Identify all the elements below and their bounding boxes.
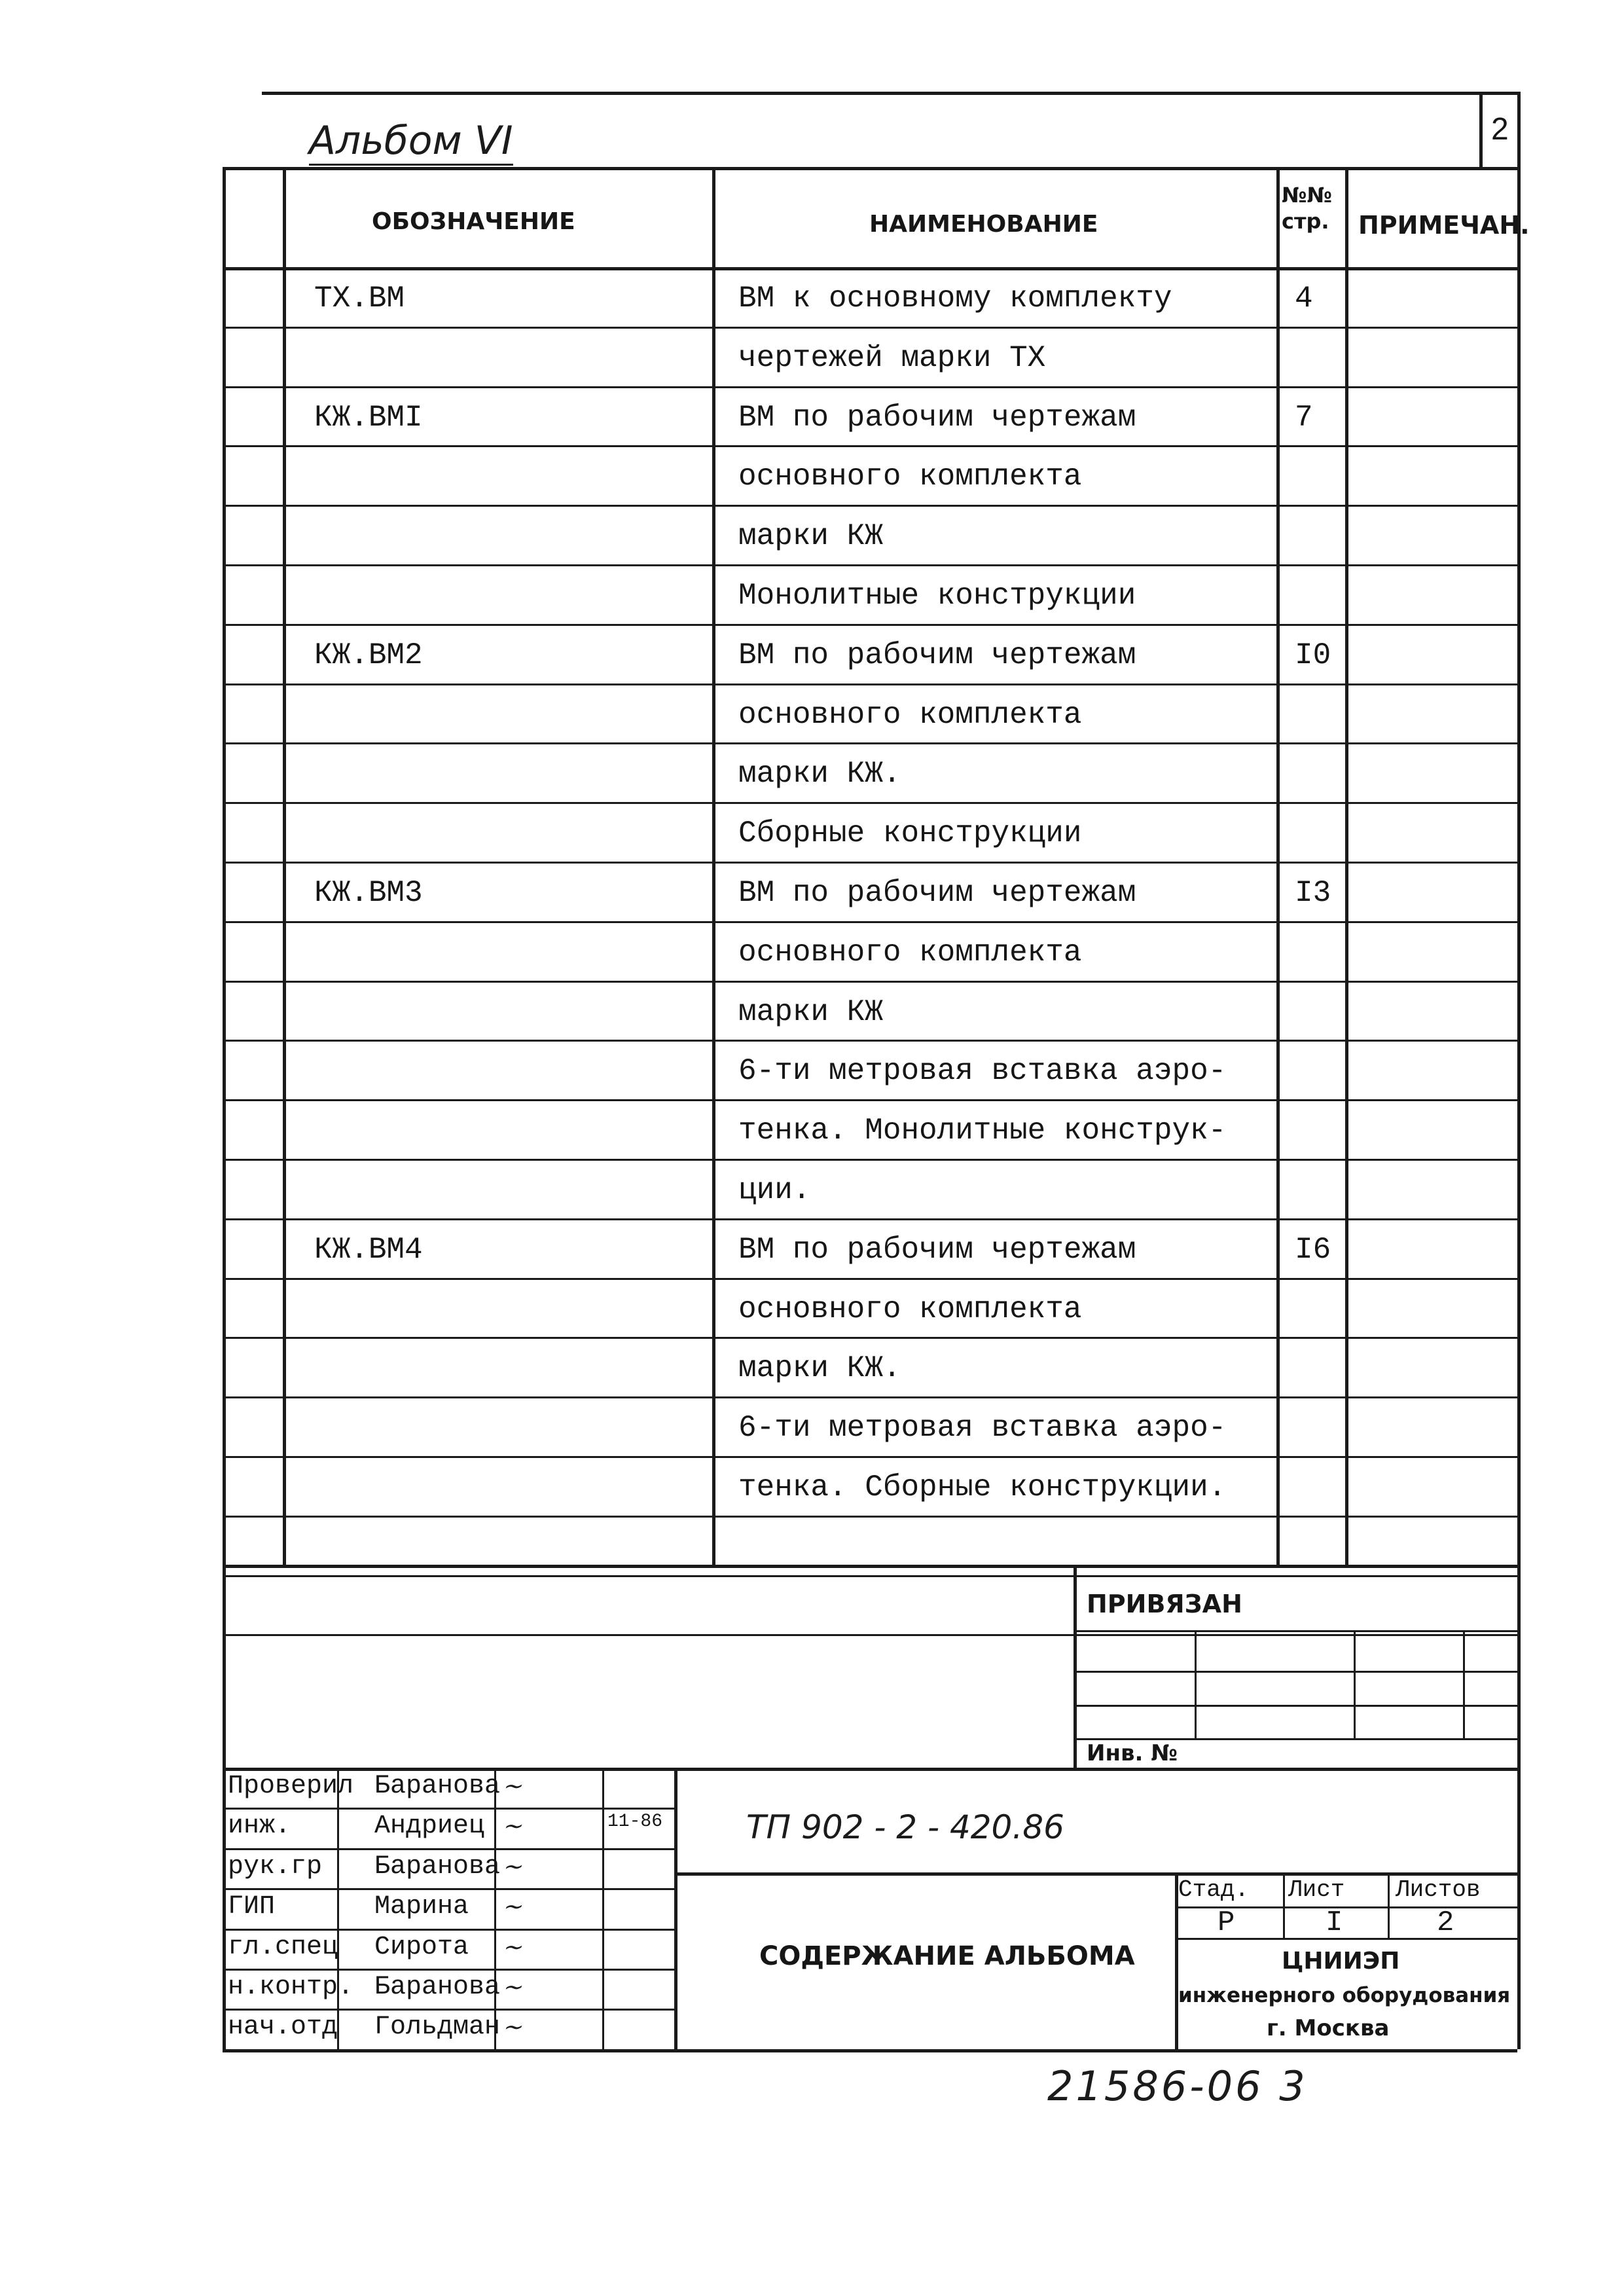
row-rule (223, 564, 1517, 566)
signature-role: инж. (228, 1812, 291, 1841)
album-label: Альбом VI (309, 118, 513, 166)
row-designation: КЖ.ВМ3 (314, 876, 423, 910)
row-name: ВМ по рабочим чертежам (738, 876, 1136, 910)
row-name: чертежей марки ТХ (738, 341, 1046, 375)
archive-number: 21586-06 3 (1047, 2062, 1308, 2110)
signature-name: Марина (374, 1892, 469, 1922)
row-page: I0 (1295, 638, 1331, 672)
row-name: 6-ти метровая вставка аэро- (738, 1054, 1227, 1088)
row-rule (223, 1040, 1517, 1042)
sheets-value: 2 (1437, 1906, 1454, 1939)
row-rule (223, 1099, 1517, 1101)
row-name: основного комплекта (738, 698, 1082, 732)
organization-city: г. Москва (1267, 2015, 1390, 2041)
stage-label: Стад. (1178, 1876, 1250, 1903)
page-number: 2 (1491, 112, 1509, 147)
header-name: НАИМЕНОВАНИЕ (869, 211, 1098, 238)
row-page: I3 (1295, 876, 1331, 910)
signature-role: нач.отд (228, 2013, 338, 2042)
row-name: марки КЖ (738, 995, 883, 1029)
row-rule (223, 683, 1517, 685)
handwritten-signature: ~ (499, 1813, 529, 1840)
row-name: марки КЖ. (738, 1351, 901, 1385)
row-name: Монолитные конструкции (738, 579, 1136, 613)
row-rule (223, 1516, 1517, 1518)
row-rule (223, 1456, 1517, 1458)
row-rule (223, 742, 1517, 744)
row-designation: КЖ.ВМ4 (314, 1233, 423, 1267)
row-page: 7 (1295, 401, 1313, 435)
row-rule (223, 327, 1517, 329)
row-rule (223, 802, 1517, 804)
signature-role: ГИП (228, 1892, 276, 1922)
handwritten-signature: ~ (499, 1773, 529, 1800)
row-name: ВМ к основному комплекту (738, 282, 1172, 316)
row-rule (223, 981, 1517, 983)
signature-rule (223, 1888, 674, 1890)
row-name: ВМ по рабочим чертежам (738, 638, 1136, 672)
signature-rule (223, 1808, 674, 1810)
binding-title: ПРИВЯЗАН (1087, 1590, 1242, 1618)
signature-role: Проверил (228, 1772, 354, 1801)
signature-name: Гольдман (374, 2013, 501, 2042)
row-name: марки КЖ. (738, 757, 901, 791)
sheet-value: I (1326, 1906, 1343, 1939)
row-rule (223, 1218, 1517, 1220)
signature-rule (223, 1848, 674, 1850)
handwritten-signature: ~ (499, 1934, 529, 1961)
row-name: основного комплекта (738, 936, 1082, 970)
signature-name: Баранова (374, 1973, 501, 2002)
row-name: ВМ по рабочим чертежам (738, 401, 1136, 435)
signature-name: Баранова (374, 1852, 501, 1882)
row-rule (223, 862, 1517, 864)
row-name: Сборные конструкции (738, 816, 1082, 850)
row-rule (223, 505, 1517, 507)
signature-name: Андриец (374, 1812, 485, 1841)
organization-name: ЦНИИЭП (1282, 1948, 1400, 1975)
row-name: ВМ по рабочим чертежам (738, 1233, 1136, 1267)
sheet-label: Лист (1288, 1876, 1345, 1903)
row-rule (223, 386, 1517, 388)
signature-role: гл.спец (228, 1933, 338, 1962)
row-rule (223, 1396, 1517, 1398)
stage-value: Р (1218, 1906, 1235, 1939)
sheet-title: СОДЕРЖАНИЕ АЛЬБОМА (759, 1941, 1135, 1971)
row-rule (223, 445, 1517, 447)
row-name: тенка. Сборные конструкции. (738, 1470, 1227, 1504)
handwritten-signature: ~ (499, 2014, 529, 2041)
row-name: ции. (738, 1173, 811, 1207)
row-rule (223, 1634, 1517, 1636)
header-note: ПРИМЕЧАН. (1358, 211, 1530, 240)
row-rule (223, 1575, 1517, 1577)
signature-rule (223, 2009, 674, 2011)
handwritten-signature: ~ (499, 1853, 529, 1880)
row-name: основного комплекта (738, 1292, 1082, 1326)
signature-name: Баранова (374, 1772, 501, 1801)
signature-rule (223, 1929, 674, 1931)
sheets-label: Листов (1396, 1876, 1481, 1903)
signature-rule (223, 1969, 674, 1971)
row-page: 4 (1295, 282, 1313, 316)
signature-role: н.контр. (228, 1973, 354, 2002)
row-designation: ТХ.ВМ (314, 282, 405, 316)
signature-date: 11-86 (607, 1812, 663, 1832)
row-name: 6-ти метровая вставка аэро- (738, 1411, 1227, 1445)
row-rule (223, 1278, 1517, 1280)
row-rule (223, 921, 1517, 923)
row-name: основного комплекта (738, 460, 1082, 494)
organization-department: инженерного оборудования (1178, 1984, 1511, 2007)
handwritten-signature: ~ (499, 1893, 529, 1920)
signature-role: рук.гр (228, 1852, 323, 1882)
header-designation: ОБОЗНАЧЕНИЕ (372, 208, 575, 235)
row-name: марки КЖ (738, 519, 883, 553)
row-page: I6 (1295, 1233, 1331, 1267)
inventory-number-label: Инв. № (1087, 1740, 1178, 1766)
row-rule (223, 1337, 1517, 1339)
row-designation: КЖ.ВМ2 (314, 638, 423, 672)
row-rule (223, 1159, 1517, 1161)
row-name: тенка. Монолитные конструк- (738, 1114, 1227, 1148)
header-page-no: №№ стр. (1282, 183, 1332, 234)
handwritten-signature: ~ (499, 1974, 529, 2001)
row-rule (223, 624, 1517, 626)
row-designation: КЖ.ВМI (314, 401, 423, 435)
document-code: ТП 902 - 2 - 420.86 (746, 1808, 1064, 1846)
signature-name: Сирота (374, 1933, 469, 1962)
